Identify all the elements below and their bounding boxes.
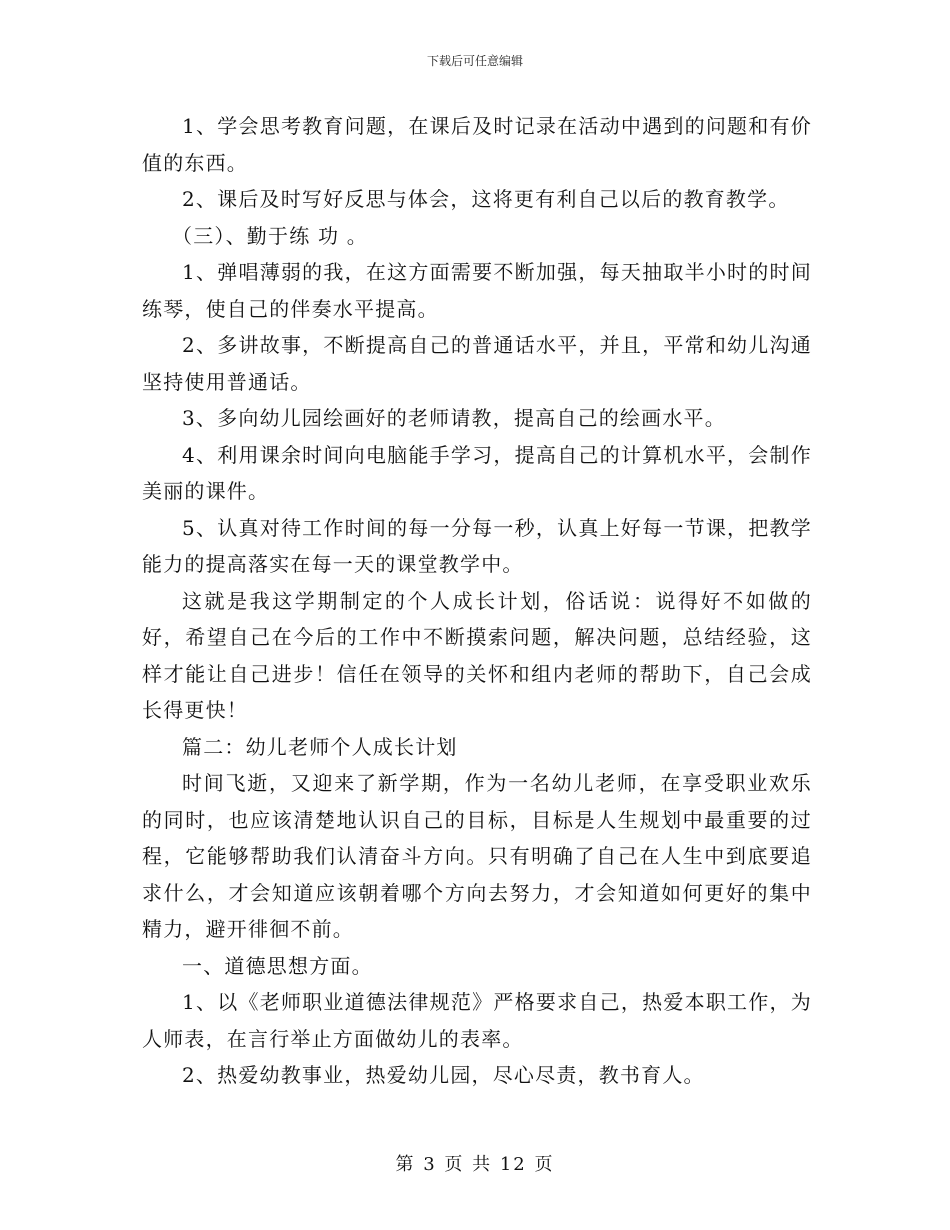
section-title: 篇二：幼儿老师个人成长计划 — [182, 734, 458, 759]
section-heading: 一、道德思想方面。 — [182, 953, 373, 978]
paragraph: 2、课后及时写好反思与体会，这将更有利自己以后的教育教学。 — [182, 187, 790, 211]
paragraph: 1、学会思考教育问题，在课后及时记录在活动中遇到的问题和有价值的东西。 — [142, 114, 812, 175]
section-heading: （三）、勤于练 功 。 — [172, 223, 368, 248]
paragraph: 1、弹唱薄弱的我，在这方面需要不断加强，每天抽取半小时的时间练琴，使自己的伴奏水平提高。 — [142, 260, 812, 321]
paragraph: 5、认真对待工作时间的每一分每一秒，认真上好每一节课，把教学能力的提高落实在每一天的课堂教学中。 — [142, 515, 812, 576]
paragraph: 2、多讲故事，不断提高自己的普通话水平，并且，平常和幼儿沟通坚持使用普通话。 — [142, 333, 812, 394]
paragraph: 1、以《老师职业道德法律规范》严格要求自己，热爱本职工作，为人师表，在言行举止方面做幼儿的表率。 — [142, 990, 812, 1051]
paragraph: 2、热爱幼教事业，热爱幼儿园，尽心尽责，教书育人。 — [182, 1063, 705, 1087]
paragraph: 3、多向幼儿园绘画好的老师请教，提高自己的绘画水平。 — [182, 406, 726, 430]
paragraph: 4、利用课余时间向电脑能手学习，提高自己的计算机水平，会制作美丽的课件。 — [142, 442, 812, 503]
paragraph: 这就是我这学期制定的个人成长计划，俗话说：说得好不如做的好，希望自己在今后的工作中不断摸索问题，解决问题，总结经验，这样才能让自己进步！信任在领导的关怀和组内老师的帮助下，自己会成长得更快！ — [142, 588, 812, 722]
page-number-footer: 第 3 页 共 12 页 — [395, 1154, 555, 1175]
page-header: 下载后可任意编辑 — [426, 54, 523, 68]
document-body — [142, 108, 812, 1094]
paragraph: 时间飞逝，又迎来了新学期，作为一名幼儿老师，在享受职业欢乐的同时，也应该清楚地认识自己的目标，目标是人生规划中最重要的过程，它能够帮助我们认清奋斗方向。只有明确了自己在人生中到底要追求什么，才会知道应该朝着哪个方向去努力，才会知道如何更好的集中精力，避开徘徊不前。 — [142, 771, 812, 941]
